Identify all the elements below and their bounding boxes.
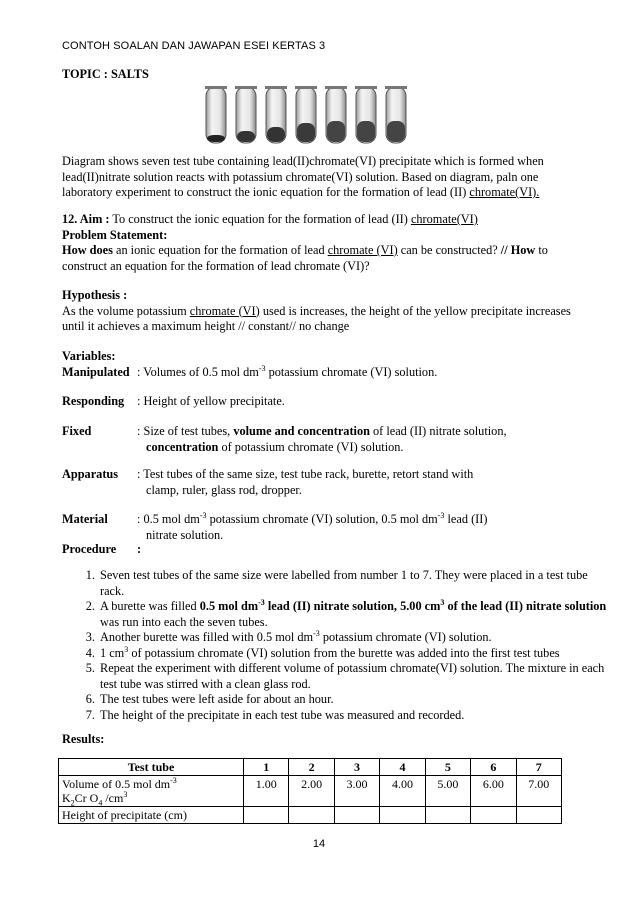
table-cell: 3.00 <box>334 776 379 807</box>
table-row-label: Height of precipitate (cm) <box>59 807 244 824</box>
procedure-step: 5. Repeat the experiment with different volume of potassium chromate(VI) solution. The mixture in each test tube was stirred with a clean glass rod. <box>98 661 608 692</box>
intro-underlined: chromate(VI). <box>469 185 540 199</box>
table-cell <box>516 807 561 824</box>
hypothesis-section <box>62 288 582 335</box>
apparatus-value: : Test tubes of the same size, test tube rack, burette, retort stand with clamp, ruler, glass rod, dropper. <box>137 467 474 497</box>
test-tube-6 <box>355 86 377 143</box>
table-header-cell: 5 <box>425 759 470 776</box>
procedure-step: 7. The height of the precipitate in each test tube was measured and recorded. <box>98 708 608 724</box>
fixed-label: Fixed <box>62 424 92 438</box>
fixed-value: : Size of test tubes, volume and concentration of lead (II) nitrate solution, concentration of potassium chromate (VI) solution. <box>137 424 507 454</box>
procedure-step: 2. A burette was filled 0.5 mol $dm^{-3}$ lead (II) nitrate solution, 5.00 $cm^3$ of the lead (II) nitrate solution was run into each the seven tubes. <box>98 599 608 630</box>
results-label: Results: <box>62 732 105 746</box>
topic-heading: TOPIC : SALTS <box>62 67 149 81</box>
procedure-colon: : <box>137 542 142 556</box>
aim-line <box>62 212 582 228</box>
table-cell <box>244 807 289 824</box>
table-cell: 7.00 <box>516 776 561 807</box>
page-header: CONTOH SOALAN DAN JAWAPAN ESEI KERTAS 3 <box>62 40 326 52</box>
problem-label: Problem Statement: <box>62 227 168 242</box>
test-tube-7 <box>385 86 407 143</box>
table-header-cell: 4 <box>380 759 425 776</box>
test-tube-3 <box>265 86 287 143</box>
table-row <box>59 776 562 807</box>
table-row <box>59 807 562 824</box>
aim-underlined: chromate(VI) <box>410 212 478 226</box>
procedure-step: 6. The test tubes were left aside for about an hour. <box>98 692 608 708</box>
test-tube-1 <box>205 86 227 143</box>
table-cell <box>425 807 470 824</box>
hypothesis-label: Hypothesis : <box>62 288 128 302</box>
table-cell: 6.00 <box>471 776 516 807</box>
table-cell <box>334 807 379 824</box>
table-header-cell: 1 <box>244 759 289 776</box>
material-label: Material <box>62 512 108 526</box>
hypothesis-text: As the volume potassium chromate (VI) used is increases, the height of the yellow precipitate increases until it achieves a maximum height // constant// no change <box>62 303 571 333</box>
procedure-step: 3. Another burette was filled with 0.5 mol $dm^{-3}$ potassium chromate (VI) solution. <box>98 630 608 646</box>
test-tube-2 <box>235 86 257 143</box>
procedure-label: Procedure <box>62 542 117 556</box>
manipulated-value: : Volumes of 0.5 mol $dm^{-3}$ potassium chromate (VI) solution. <box>137 363 438 379</box>
aim-section <box>62 212 582 274</box>
table-header-row <box>59 759 562 776</box>
aim-label: 12. Aim : <box>62 212 110 226</box>
manipulated-label: Manipulated <box>62 365 130 379</box>
table-cell <box>471 807 516 824</box>
table-cell <box>380 807 425 824</box>
table-header-cell: 3 <box>334 759 379 776</box>
test-tubes-diagram <box>200 85 440 147</box>
variables-label: Variables: <box>62 349 116 363</box>
table-cell <box>289 807 334 824</box>
test-tube-5 <box>325 86 347 143</box>
intro-text: Diagram shows seven test tube containing lead(II)chromate(VI) precipitate which is formed when lead(II)nitrate solution reacts with potassium chromate(VI) solution. Based on diagram, paln one laboratory experiment to construct the ionic equation for the formation of lead (II) <box>62 154 544 199</box>
table-cell: 4.00 <box>380 776 425 807</box>
aim-text: To construct the ionic equation for the formation of lead (II) <box>109 212 411 226</box>
table-header-cell: 7 <box>516 759 561 776</box>
table-header-cell: 2 <box>289 759 334 776</box>
problem-statement: How does an ionic equation for the formation of lead chromate (VI) can be constructed? // How to construct an equation for the formation of lead chromate (VI)? <box>62 243 548 273</box>
material-value: : 0.5 mol $dm^{-3}$ potassium chromate (VI) solution, 0.5 mol $dm^{-3}$ lead (II) nitrate solution. <box>137 510 488 542</box>
apparatus-label: Apparatus <box>62 467 119 481</box>
responding-value: : Height of yellow precipitate. <box>137 394 285 408</box>
table-header-cell: Test tube <box>59 759 244 776</box>
page-number: 14 <box>312 838 326 850</box>
procedure-list <box>62 568 608 723</box>
procedure-step: 1. Seven test tubes of the same size were labelled from number 1 to 7. They were placed in a test tube rack. <box>98 568 608 599</box>
table-cell: 2.00 <box>289 776 334 807</box>
table-cell: 5.00 <box>425 776 470 807</box>
responding-label: Responding <box>62 394 125 408</box>
table-row-label: Volume of 0.5 mol $dm^{-3}$ $K_2Cr$ $O_4$ $/cm^3$ <box>59 776 244 807</box>
results-table <box>58 758 562 824</box>
intro-paragraph <box>62 154 582 201</box>
table-header-cell: 6 <box>471 759 516 776</box>
table-cell: 1.00 <box>244 776 289 807</box>
procedure-step: 4. 1 $cm^3$ of potassium chromate (VI) solution from the burette was added into the first test tubes <box>98 646 608 662</box>
test-tube-4 <box>295 86 317 143</box>
